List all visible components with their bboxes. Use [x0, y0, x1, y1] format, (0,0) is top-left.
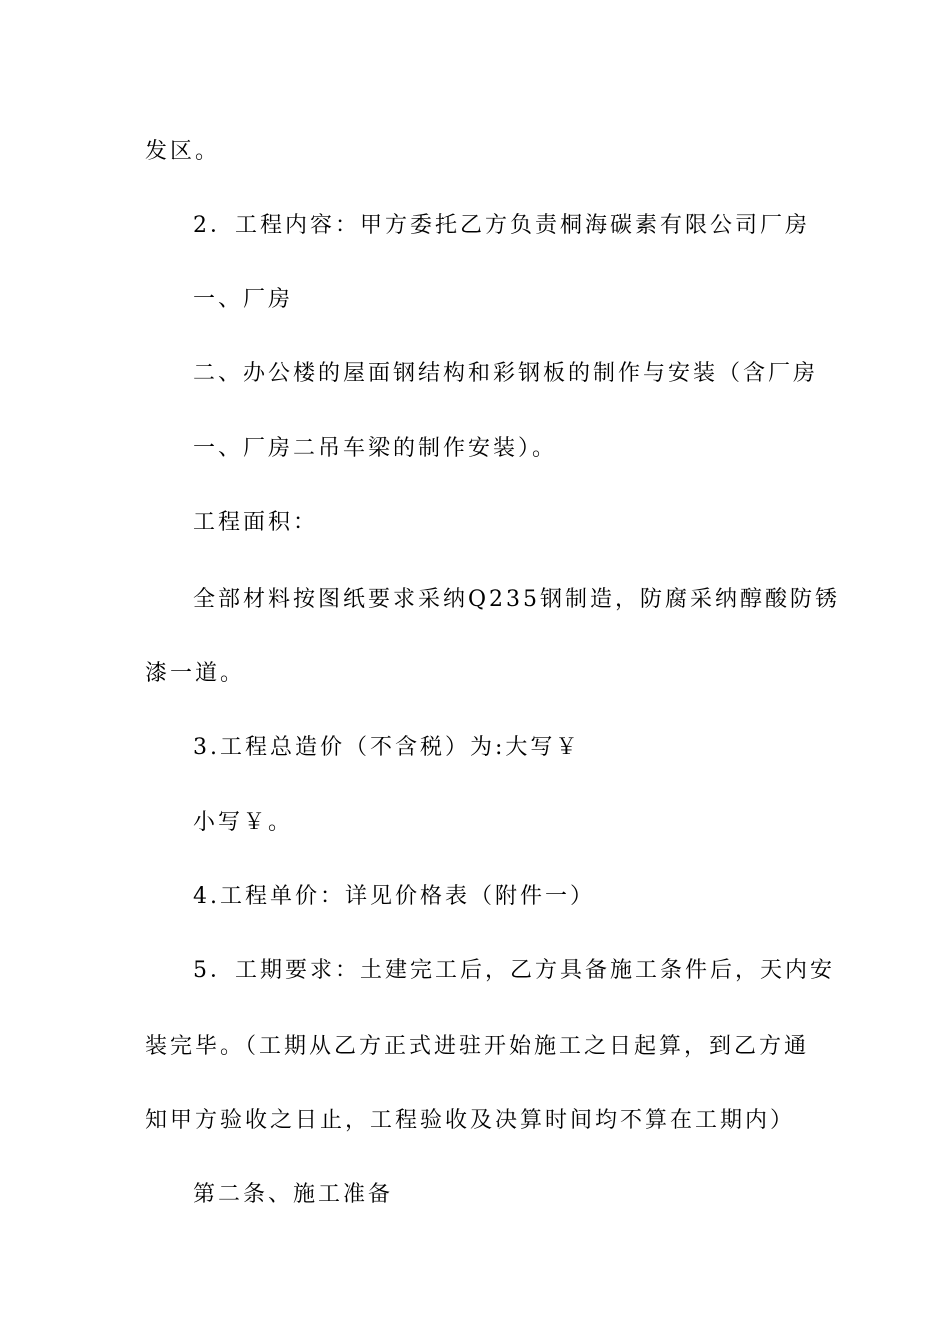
text-line-4: 二、办公楼的屋面钢结构和彩钢板的制作与安装（含厂房 — [193, 361, 819, 386]
text-line-13: 装完毕。（工期从乙方正式进驻开始施工之日起算，到乙方通 — [145, 1034, 810, 1059]
text-line-11: 4.工程单价：详见价格表（附件一） — [193, 884, 595, 909]
text-line-8: 漆一道。 — [145, 661, 246, 686]
text-line-5: 一、厂房二吊车梁的制作安装）。 — [193, 436, 558, 461]
text-line-9: 3.工程总造价（不含税）为:大写￥ — [193, 735, 581, 760]
text-line-10: 小写￥。 — [193, 810, 294, 835]
text-line-1: 发区。 — [145, 139, 221, 164]
text-line-3: 一、厂房 — [193, 287, 294, 312]
text-line-2: 2．工程内容：甲方委托乙方负责桐海碳素有限公司厂房 — [193, 213, 810, 238]
text-line-12: 5．工期要求：土建完工后，乙方具备施工条件后，天内安 — [193, 958, 835, 983]
text-line-15: 第二条、施工准备 — [193, 1182, 394, 1207]
text-line-7: 全部材料按图纸要求采纳Q235钢制造，防腐采纳醇酸防锈 — [193, 587, 841, 612]
text-line-6: 工程面积： — [193, 510, 319, 535]
text-line-14: 知甲方验收之日止，工程验收及决算时间均不算在工期内） — [145, 1108, 796, 1133]
